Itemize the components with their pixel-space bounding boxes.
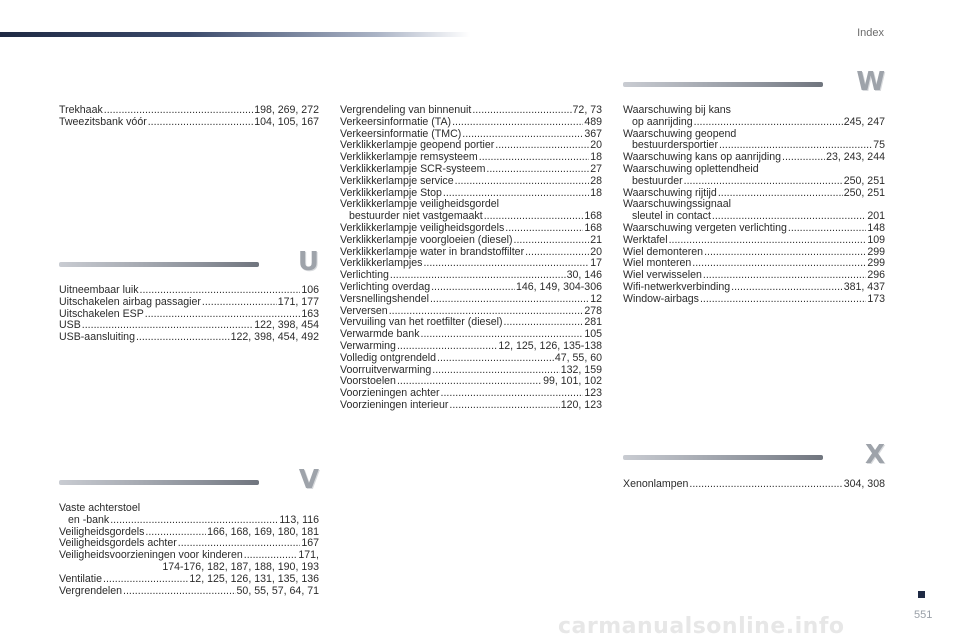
- index-entry: Waarschuwing geopend: [623, 127, 737, 140]
- index-entry: Verklikkerlampje SCR-systeem ..... 27: [340, 164, 602, 176]
- index-entry: Voorstoelen ..... 99, 101, 102: [340, 376, 602, 388]
- index-entry: Verklikkerlampje remsysteem ..... 18: [340, 152, 602, 164]
- index-entry: Window-airbags ..... 173: [623, 294, 885, 306]
- entry-term: Tweezitsbank vóór: [59, 115, 147, 128]
- section-divider: [59, 262, 259, 267]
- section-letter: W: [856, 67, 885, 97]
- index-entry: Werktafel ..... 109: [623, 235, 885, 247]
- index-entry: Verklikkerlampje veiligheidsgordels ..... 168: [340, 223, 602, 235]
- index-section-v-part1: [59, 503, 319, 597]
- section-divider: [623, 455, 823, 460]
- index-entry: Voorruitverwarming ..... 132, 159: [340, 365, 602, 377]
- index-entry: Verlichting overdag ..... 146, 149, 304-306: [340, 282, 602, 294]
- index-entry: Verlichting ..... 30, 146: [340, 270, 602, 282]
- index-entry: Wiel verwisselen ..... 296: [623, 270, 885, 282]
- entry-pages: 198, 269, 272: [254, 104, 319, 116]
- index-entry: Verwarming ..... 12, 125, 126, 135-138: [340, 341, 602, 353]
- index-entry-continued: bestuurder niet vastgemaakt ..... 168: [340, 211, 602, 223]
- page-number: 551: [914, 609, 933, 621]
- section-heading-u: [59, 247, 319, 287]
- index-entry: Wiel demonteren ..... 299: [623, 247, 885, 259]
- index-entry: Verversen ..... 278: [340, 306, 602, 318]
- index-entry-continued: op aanrijding ..... 245, 247: [623, 117, 885, 129]
- index-entry: Veiligheidsgordels achter ..... 167: [59, 538, 319, 550]
- index-entry: Vaste achterstoel: [59, 502, 141, 514]
- index-entry: Uitschakelen airbag passagier ..... 171, 177: [59, 297, 319, 309]
- watermark: carmanualsonline.info: [558, 614, 845, 639]
- index-entry: Verwarmde bank ..... 105: [340, 329, 602, 341]
- entry-pages: 104, 105, 167: [254, 115, 319, 128]
- index-entry: Ventilatie ..... 12, 125, 126, 131, 135, 136: [59, 574, 319, 586]
- index-entry: Vervuiling van het roetfilter (diesel) ..... 281: [340, 317, 602, 329]
- index-entry: Verklikkerlampje geopend portier ..... 20: [340, 140, 602, 152]
- section-heading-x: [623, 440, 885, 480]
- index-entry: Veiligheidsvoorzieningen voor kinderen ..... 171,: [59, 550, 319, 562]
- section-divider: [623, 82, 823, 87]
- index-entry: Veiligheidsgordels ..... 166, 168, 169, 180, 181: [59, 527, 319, 539]
- index-entry-continued: bestuurder ..... 250, 251: [623, 176, 885, 188]
- index-entry-continued: en -bank ..... 113, 116: [59, 515, 319, 527]
- index-entry: USB ..... 122, 398, 454: [59, 320, 319, 332]
- index-entry-continued: bestuurdersportier ..... 75: [623, 140, 885, 152]
- index-entry: Waarschuwing oplettendheid: [623, 162, 759, 175]
- footer-marker: [918, 591, 925, 598]
- section-heading-v: [59, 465, 319, 505]
- index-entry: [59, 117, 319, 129]
- section-divider: [59, 480, 259, 485]
- index-entry: Verkeersinformatie (TA) ..... 489: [340, 117, 602, 129]
- index-section-t: [59, 105, 319, 129]
- index-entry: Wiel monteren ..... 299: [623, 258, 885, 270]
- index-entry: Waarschuwing bij kans: [623, 104, 731, 116]
- index-entry: USB-aansluiting ..... 122, 398, 454, 492: [59, 332, 319, 344]
- header-accent-bar: [0, 32, 470, 37]
- index-entry: Voorzieningen interieur ..... 120, 123: [340, 400, 602, 412]
- index-entry: Volledig ontgrendeld ..... 47, 55, 60: [340, 353, 602, 365]
- index-entry: Verklikkerlampje veiligheidsgordel: [340, 198, 499, 211]
- index-entry: Waarschuwing rijtijd ..... 250, 251: [623, 188, 885, 200]
- index-entry-pages-continued: 174-176, 182, 187, 188, 190, 193: [162, 560, 319, 573]
- section-letter: X: [864, 440, 885, 470]
- index-entry: Xenonlampen ..... 304, 308: [623, 479, 885, 491]
- index-entry: Verklikkerlampje Stop ..... 18: [340, 188, 602, 200]
- index-entry: Verklikkerlampjes ..... 17: [340, 258, 602, 270]
- index-entry: Vergrendeling van binnenuit ..... 72, 73: [340, 105, 602, 117]
- index-entry: Waarschuwing kans op aanrijding ..... 23, 243, 244: [623, 152, 885, 164]
- index-entry-continued: sleutel in contact ..... 201: [623, 211, 885, 223]
- index-section-u: [59, 285, 319, 344]
- page-title: Index: [857, 27, 884, 39]
- index-entry: Uitneembaar luik ..... 106: [59, 285, 319, 297]
- index-entry: Vergrendelen ..... 50, 55, 57, 64, 71: [59, 586, 319, 598]
- index-entry: Verklikkerlampje voorgloeien (diesel) ..... 21: [340, 235, 602, 247]
- index-section-x: [623, 479, 885, 491]
- index-entry: Verklikkerlampje service ..... 28: [340, 176, 602, 188]
- index-entry: Wifi-netwerkverbinding ..... 381, 437: [623, 282, 885, 294]
- section-letter: V: [298, 465, 319, 495]
- index-entry: Uitschakelen ESP ..... 163: [59, 309, 319, 321]
- index-entry: Verkeersinformatie (TMC) ..... 367: [340, 129, 602, 141]
- index-entry: Waarschuwing vergeten verlichting ..... 148: [623, 223, 885, 235]
- index-entry: Voorzieningen achter ..... 123: [340, 388, 602, 400]
- index-section-w: [623, 105, 885, 306]
- index-entry: Waarschuwingssignaal: [623, 198, 731, 211]
- entry-term: Trekhaak: [59, 104, 103, 116]
- index-entry: Verklikkerlampje water in brandstoffilter ..... 20: [340, 247, 602, 259]
- index-entry: Versnellingshendel ..... 12: [340, 294, 602, 306]
- section-letter: U: [297, 247, 319, 277]
- section-heading-w: [623, 67, 885, 107]
- index-section-v-part2: [340, 105, 602, 412]
